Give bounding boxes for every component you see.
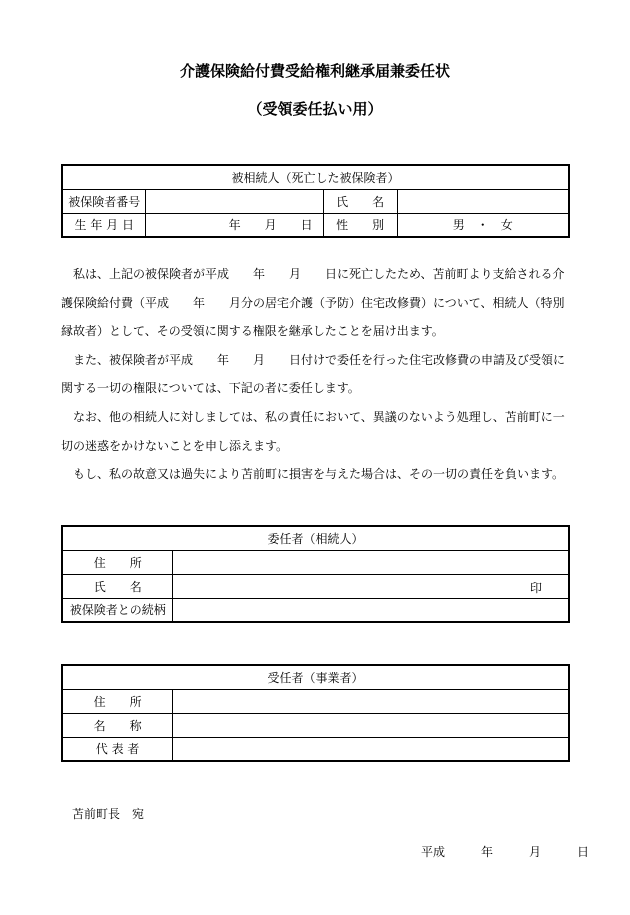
delegatee-rep-field[interactable] [173, 737, 569, 761]
delegatee-address-field[interactable] [173, 689, 569, 713]
delegatee-company-field[interactable] [173, 713, 569, 737]
delegatee-rep-label: 代 表 者 [62, 737, 173, 761]
delegator-address-field[interactable] [173, 550, 569, 574]
document-subtitle: （受領委任払い用） [247, 100, 383, 118]
delegatee-address-label: 住 所 [62, 689, 173, 713]
delegator-address-label: 住 所 [62, 550, 173, 574]
deceased-name-field[interactable] [397, 189, 569, 213]
insured-number-field[interactable] [146, 189, 323, 213]
delegator-name-field[interactable] [173, 574, 569, 598]
declaration-paragraph-2: また、被保険者が平成 年 月 日付けで委任を行った住宅改修費の申請及び受領に関する一切の権限については、下記の者に委任します。 [61, 352, 566, 396]
addressee: 苫前町長 宛 [72, 807, 145, 821]
submission-date: 平成 年 月 日 [421, 845, 590, 859]
delegatee-table [61, 664, 570, 762]
delegatee-company-label: 名 称 [62, 713, 173, 737]
dob-label: 生 年 月 日 [62, 213, 146, 237]
deceased-header: 被相続人（死亡した被保険者） [62, 165, 569, 189]
sex-field[interactable]: 男 ・ 女 [397, 213, 569, 237]
insured-number-label: 被保険者番号 [62, 189, 146, 213]
delegatee-header: 受任者（事業者） [62, 665, 569, 689]
delegator-table [61, 525, 570, 623]
seal-mark: 印 [529, 580, 542, 595]
deceased-name-label: 氏 名 [323, 189, 397, 213]
relation-field[interactable] [173, 598, 569, 622]
sex-label: 性 別 [323, 213, 397, 237]
declaration-body [61, 260, 573, 489]
dob-field[interactable]: 年 月 日 [146, 213, 323, 237]
declaration-paragraph-1: 私は、上記の被保険者が平成 年 月 日に死亡したため、苫前町より支給される介護保険給付費（平成 年 月分の居宅介護（予防）住宅改修費）について、相続人（特別縁故者）として、その受領に関する権限を継承したことを届け出ます。 [61, 267, 565, 339]
relation-label: 被保険者との続柄 [62, 598, 173, 622]
declaration-paragraph-4: もし、私の故意又は過失により苫前町に損害を与えた場合は、その一切の責任を負います。 [73, 467, 565, 482]
document-title: 介護保険給付費受給権利継承届兼委任状 [179, 62, 450, 80]
delegator-header: 委任者（相続人） [62, 526, 569, 550]
delegator-name-label: 氏 名 [62, 574, 173, 598]
deceased-info-table [61, 164, 570, 238]
declaration-paragraph-3: なお、他の相続人に対しましては、私の責任において、異議のないよう処理し、苫前町に一切の迷惑をかけないことを申し添えます。 [61, 409, 565, 453]
